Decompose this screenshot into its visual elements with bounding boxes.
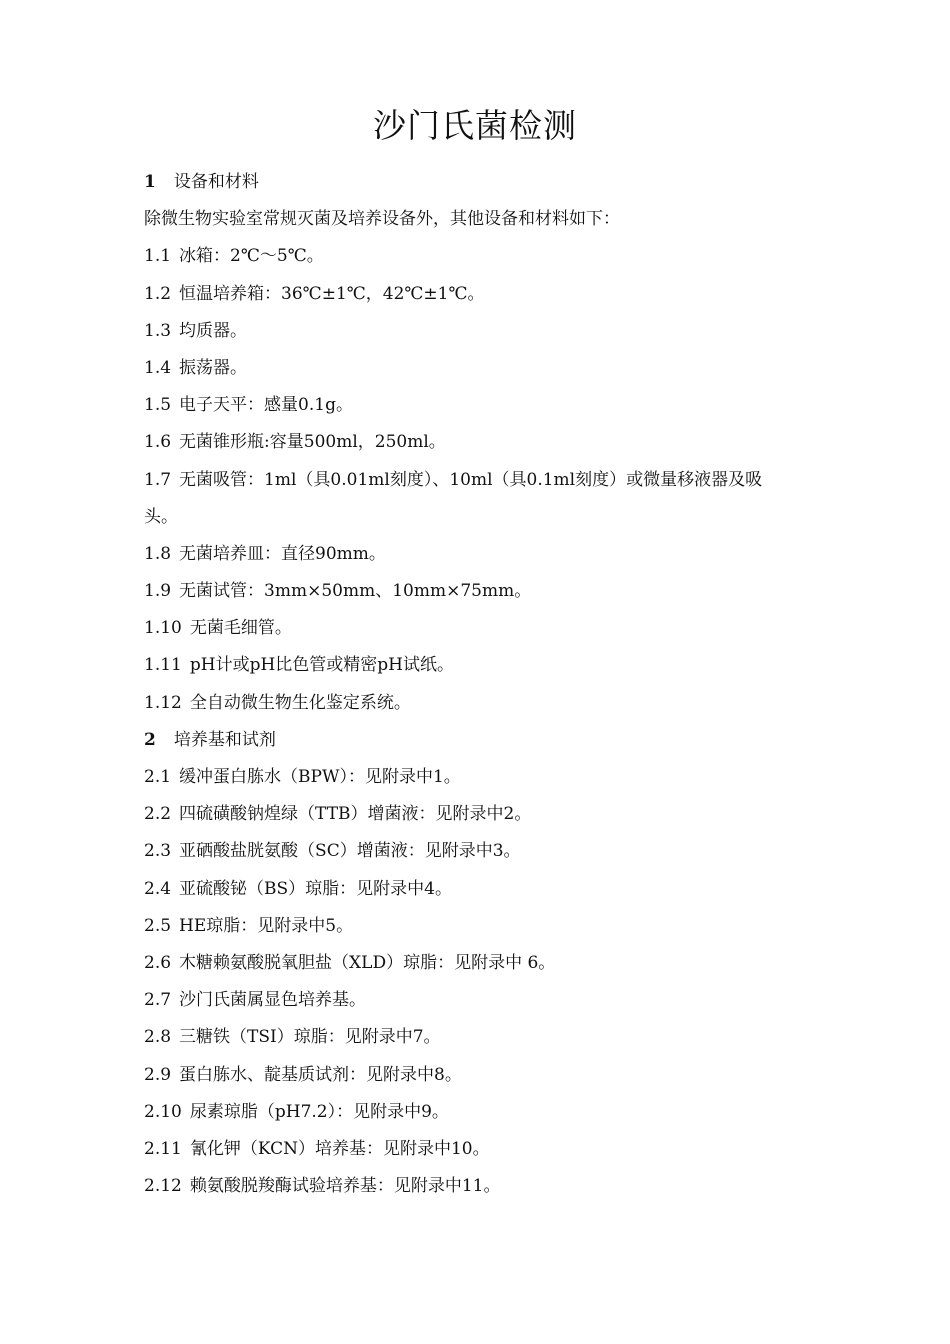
paragraph-line (144, 759, 816, 796)
item-text: 振荡器。 (179, 357, 248, 378)
item-text: 无菌锥形瓶:容量500ml，250ml。 (179, 432, 446, 453)
item-number: 2.3 (144, 841, 172, 862)
item-text: 亚硫酸铋（BS）琼脂：见附录中4。 (179, 878, 453, 899)
paragraph-line (144, 908, 816, 945)
paragraph-line (144, 350, 816, 387)
item-text: 氰化钾（KCN）培养基：见附录中10。 (189, 1138, 490, 1159)
item-text: 无菌吸管：1ml（具0.01ml刻度）、10ml（具0.1ml刻度）或微量移液器及吸 (179, 469, 763, 490)
paragraph-line (144, 276, 816, 313)
item-text: 电子天平：感量0.1g。 (179, 395, 353, 416)
item-text: 头。 (144, 506, 178, 527)
item-number: 2 (144, 729, 156, 750)
section-heading (144, 722, 816, 759)
item-number: 2.2 (144, 804, 172, 825)
item-text: 亚硒酸盐胱氨酸（SC）增菌液：见附录中3。 (179, 841, 521, 862)
item-text: 缓冲蛋白胨水（BPW）：见附录中1。 (179, 767, 461, 787)
paragraph-line (144, 982, 816, 1019)
paragraph-line (144, 1168, 816, 1205)
item-number: 2.4 (144, 878, 172, 899)
item-number: 1.3 (144, 320, 172, 341)
paragraph-line (144, 238, 816, 275)
item-number: 1.11 (144, 655, 182, 676)
paragraph-line (144, 201, 816, 238)
item-number: 1.9 (144, 581, 172, 602)
item-number: 2.9 (144, 1064, 172, 1085)
item-number: 1 (144, 172, 156, 192)
item-text: 赖氨酸脱羧酶试验培养基：见附录中11。 (189, 1176, 501, 1197)
item-number: 1.2 (144, 283, 172, 304)
section-heading (144, 164, 816, 201)
item-number: 2.1 (144, 767, 172, 787)
item-text: 木糖赖氨酸脱氧胆盐（XLD）琼脂：见附录中 6。 (179, 952, 556, 973)
item-text: 尿素琼脂（pH7.2）：见附录中9。 (189, 1101, 449, 1122)
item-text: 蛋白胨水、靛基质试剂：见附录中8。 (179, 1064, 462, 1085)
item-text: 四硫磺酸钠煌绿（TTB）增菌液：见附录中2。 (179, 804, 532, 825)
item-text: 无菌试管：3mm×50mm、10mm×75mm。 (179, 581, 532, 602)
item-text: pH计或pH比色管或精密pH试纸。 (189, 655, 454, 676)
item-number: 1.1 (144, 246, 172, 267)
item-number: 2.7 (144, 990, 172, 1011)
item-text: 冰箱：2℃～5℃。 (179, 246, 324, 267)
item-number: 1.10 (144, 618, 182, 639)
paragraph-line (144, 313, 816, 350)
item-text: 全自动微生物生化鉴定系统。 (189, 692, 411, 713)
paragraph-line (144, 1131, 816, 1168)
item-number: 2.6 (144, 952, 172, 973)
paragraph-line (144, 610, 816, 647)
item-text: HE琼脂：见附录中5。 (179, 915, 354, 936)
document-title: 沙门氏菌检测 (373, 106, 577, 145)
paragraph-line (144, 945, 816, 982)
paragraph-line (144, 387, 816, 424)
paragraph-line (144, 1019, 816, 1056)
paragraph-line (144, 871, 816, 908)
item-number: 1.5 (144, 395, 172, 416)
item-text: 恒温培养箱：36℃±1℃，42℃±1℃。 (179, 283, 485, 304)
item-number: 1.7 (144, 469, 172, 490)
item-number: 2.11 (144, 1138, 182, 1159)
document-body (144, 164, 816, 1205)
paragraph-line (144, 573, 816, 610)
item-number: 1.8 (144, 543, 172, 564)
paragraph-line (144, 647, 816, 684)
item-text: 除微生物实验室常规灭菌及培养设备外，其他设备和材料如下： (144, 209, 620, 230)
item-text: 均质器。 (179, 320, 248, 341)
item-number: 1.6 (144, 432, 172, 453)
paragraph-line (144, 499, 816, 536)
item-number: 2.10 (144, 1101, 182, 1122)
item-text: 培养基和试剂 (173, 729, 276, 750)
paragraph-line (144, 796, 816, 833)
paragraph-line (144, 1094, 816, 1131)
paragraph-line (144, 462, 816, 499)
paragraph-line (144, 536, 816, 573)
item-text: 无菌毛细管。 (189, 618, 292, 639)
item-number: 2.5 (144, 915, 172, 936)
paragraph-line (144, 685, 816, 722)
item-number: 2.12 (144, 1176, 182, 1197)
item-text: 沙门氏菌属显色培养基。 (179, 990, 367, 1011)
paragraph-line (144, 424, 816, 461)
item-text: 设备和材料 (173, 172, 259, 192)
item-number: 1.4 (144, 357, 172, 378)
paragraph-line (144, 833, 816, 870)
item-number: 2.8 (144, 1027, 172, 1048)
item-text: 三糖铁（TSI）琼脂：见附录中7。 (179, 1027, 441, 1048)
item-text: 无菌培养皿：直径90mm。 (179, 543, 386, 564)
paragraph-line (144, 1057, 816, 1094)
item-number: 1.12 (144, 692, 182, 713)
